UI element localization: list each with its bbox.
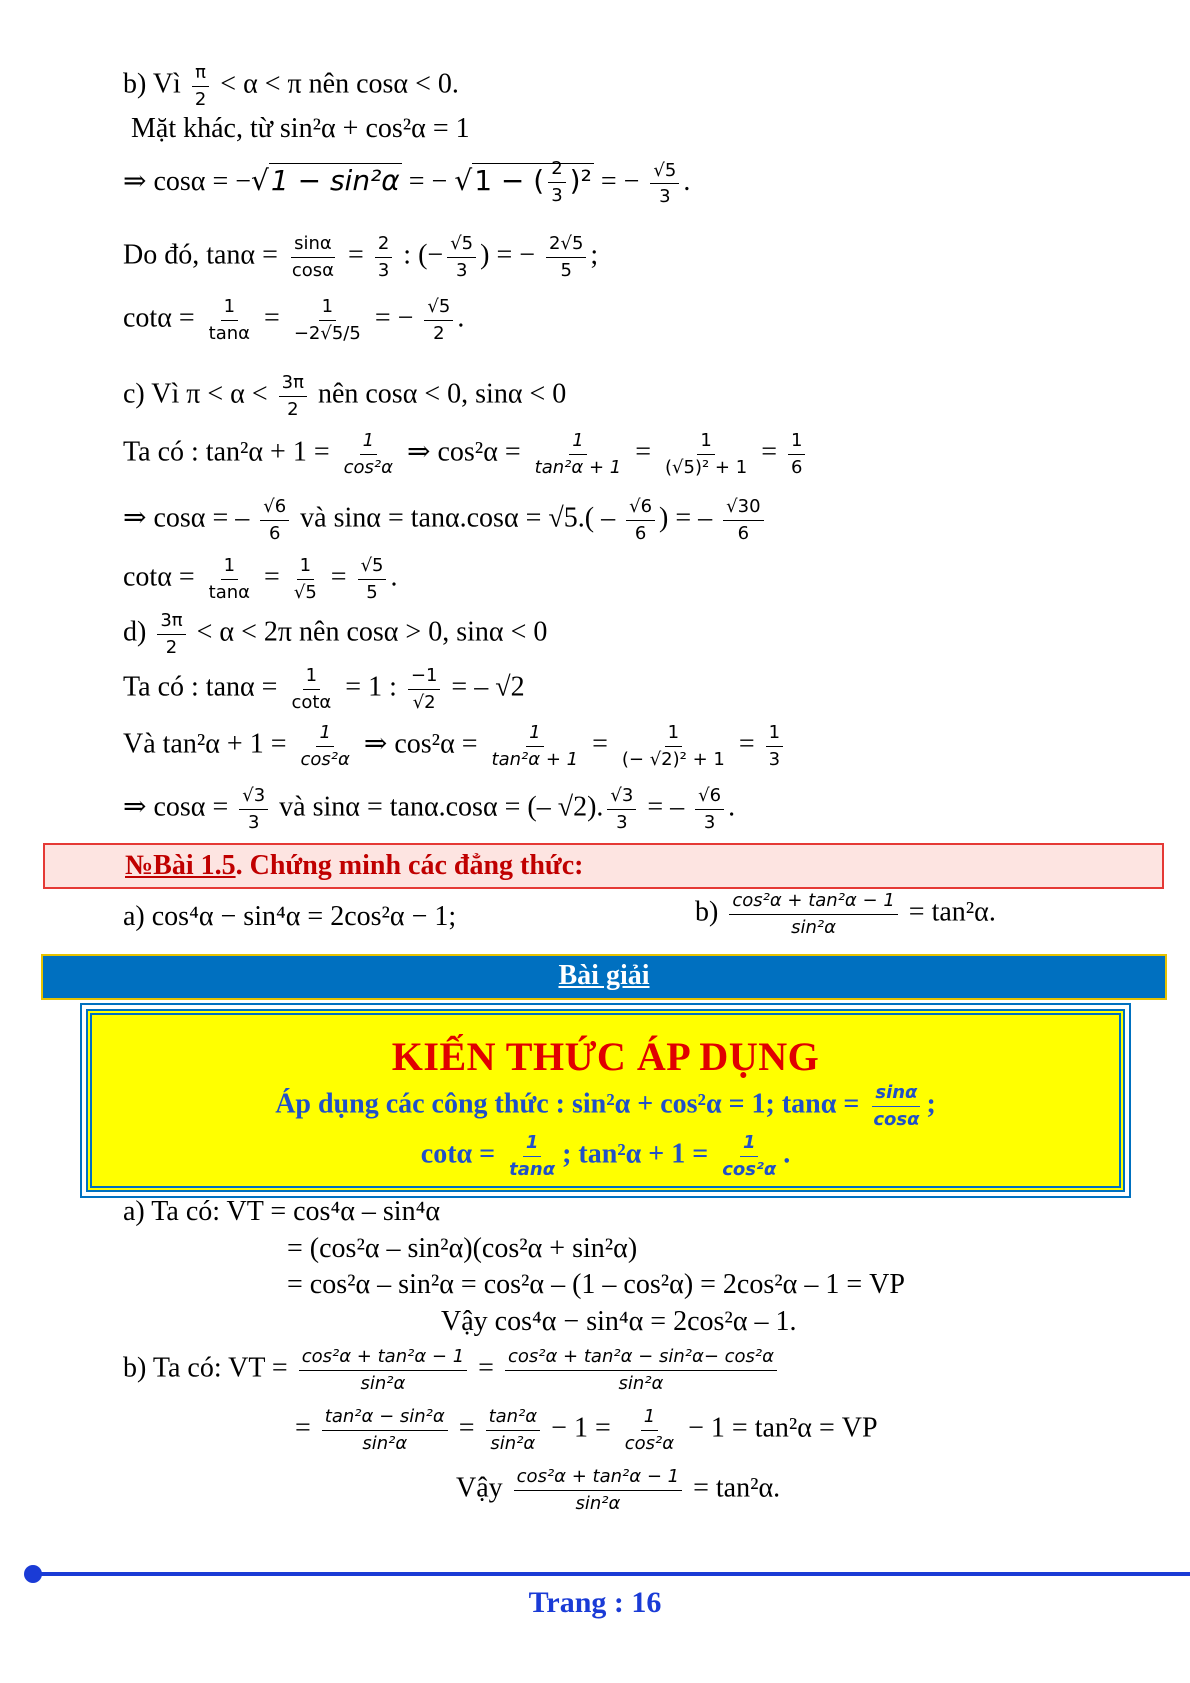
sol-b-line-3: Vậy $\frac{\text{cos²α + tan²α − 1}}{\text{sin²α}}$ = tan²α. xyxy=(456,1466,781,1514)
part-d-line-2: Ta có : tanα = $\frac{1}{\cot\alpha}$ = 1 : $\frac{-1}{√2}$ = – √2 xyxy=(123,665,525,713)
part-b-line-2: Mặt khác, từ sin²α + cos²α = 1 xyxy=(131,113,470,144)
sol-b-line-2: = $\frac{\text{tan²α − sin²α}}{\text{sin²α}}$ = $\frac{\text{tan²α}}{\text{sin²α}}$ − 1 = $\frac{1}{\text{cos²α}}$ − 1 = tan²α = VP xyxy=(295,1406,878,1454)
knowledge-line-1: Áp dụng các công thức : sin²α + cos²α = 1; tanα = $\frac{\sin\alpha}{\cos\alpha}$ ; xyxy=(275,1082,936,1130)
part-d-line-1: d) $\frac{3\pi}{2}$ < α < 2π nên cosα > 0, sinα < 0 xyxy=(123,610,548,658)
sol-a-line-2: = (cos²α – sin²α)(cos²α + sin²α) xyxy=(287,1233,638,1264)
part-b-line-1 xyxy=(123,62,459,110)
part-b-line-3: ⇒ cosα = −√1 − sin²α = − √1 − ( $\frac{2}{3}$ )² = − $\frac{√5}{3}$ . xyxy=(123,158,691,208)
part-c-line-4: cotα = $\frac{1}{\tan\alpha}$ = $\frac{1}{√5}$ = $\frac{√5}{5}$ . xyxy=(123,555,398,603)
text: < α < π nên cosα < 0. xyxy=(220,68,459,100)
part-c-line-3: ⇒ cosα = – $\frac{√6}{6}$ và sinα = tanα.cosα = √5.( – $\frac{√6}{6}$ ) = – $\frac{√30}{6}$ xyxy=(123,496,768,544)
exercise-title: . Chứng minh các đẳng thức: xyxy=(235,850,584,881)
part-b-line-4: Do đó, tanα = $\frac{\sin\alpha}{\cos\alpha}$ = $\frac{2}{3}$ : (− $\frac{√5}{3}$ ) = − $\frac{2√5}{5}$ ; xyxy=(123,233,599,281)
part-c-line-1: c) Vì π < α < $\frac{3\pi}{2}$ nên cosα < 0, sinα < 0 xyxy=(123,372,567,420)
text: b) Vì xyxy=(123,68,181,100)
part-c-line-2: Ta có : tan²α + 1 = $\frac{1}{\text{cos²α}}$ ⇒ cos²α = $\frac{1}{\text{tan²α + 1}}$ = $\frac{1}{\text{(√5)² + 1}}$ = $\frac{1}{6}$ xyxy=(123,430,809,478)
part-d-line-3: Và tan²α + 1 = $\frac{1}{\text{cos²α}}$ ⇒ cos²α = $\frac{1}{\text{tan²α + 1}}$ = $\frac{1}{\text{(− √2)² + 1}}$ = $\frac{1}{3}$ xyxy=(123,722,787,770)
knowledge-box xyxy=(86,1009,1125,1192)
sol-a-line-1: a) Ta có: VT = cos⁴α – sin⁴α xyxy=(123,1196,440,1227)
footer-dot-icon xyxy=(24,1565,42,1583)
solution-header: Bài giải xyxy=(41,954,1167,1000)
part-d-line-4: ⇒ cosα = $\frac{√3}{3}$ và sinα = tanα.cosα = (– √2). $\frac{√3}{3}$ = – $\frac{√6}{3}$ . xyxy=(123,785,736,833)
page-number: Trang : 16 xyxy=(528,1586,662,1619)
exercise-header xyxy=(43,843,1164,889)
footer-rule xyxy=(33,1572,1190,1576)
part-b-line-5: cotα = $\frac{1}{\tan\alpha}$ = $\frac{1}{-2√5/5}$ = − $\frac{√5}{2}$ . xyxy=(123,296,465,344)
sol-a-line-3: = cos²α – sin²α = cos²α – (1 – cos²α) = 2cos²α – 1 = VP xyxy=(287,1269,905,1300)
exercise-label: №Bài 1.5 xyxy=(125,850,236,881)
sol-a-line-4: Vậy cos⁴α − sin⁴α = 2cos²α – 1. xyxy=(441,1306,797,1337)
exercise-part-a: a) cos⁴α − sin⁴α = 2cos²α − 1; xyxy=(123,901,457,932)
fraction: $\frac{\pi}{2}$ xyxy=(192,62,209,110)
knowledge-line-2: cotα = $\frac{1}{\tan\alpha}$ ; tan²α + 1 = $\frac{1}{\text{cos²α}}$ . xyxy=(420,1132,791,1180)
knowledge-title: KIẾN THỨC ÁP DỤNG xyxy=(391,1034,820,1079)
sol-b-line-1: b) Ta có: VT = $\frac{\text{cos²α + tan²α − 1}}{\text{sin²α}}$ = $\frac{\text{cos²α + tan²α − sin²α− cos²α}}{\text{sin²α}}$ xyxy=(123,1346,781,1394)
exercise-part-b: b) $\frac{\text{cos²α + tan²α − 1}}{\text{sin²α}}$ = tan²α. xyxy=(695,890,996,938)
